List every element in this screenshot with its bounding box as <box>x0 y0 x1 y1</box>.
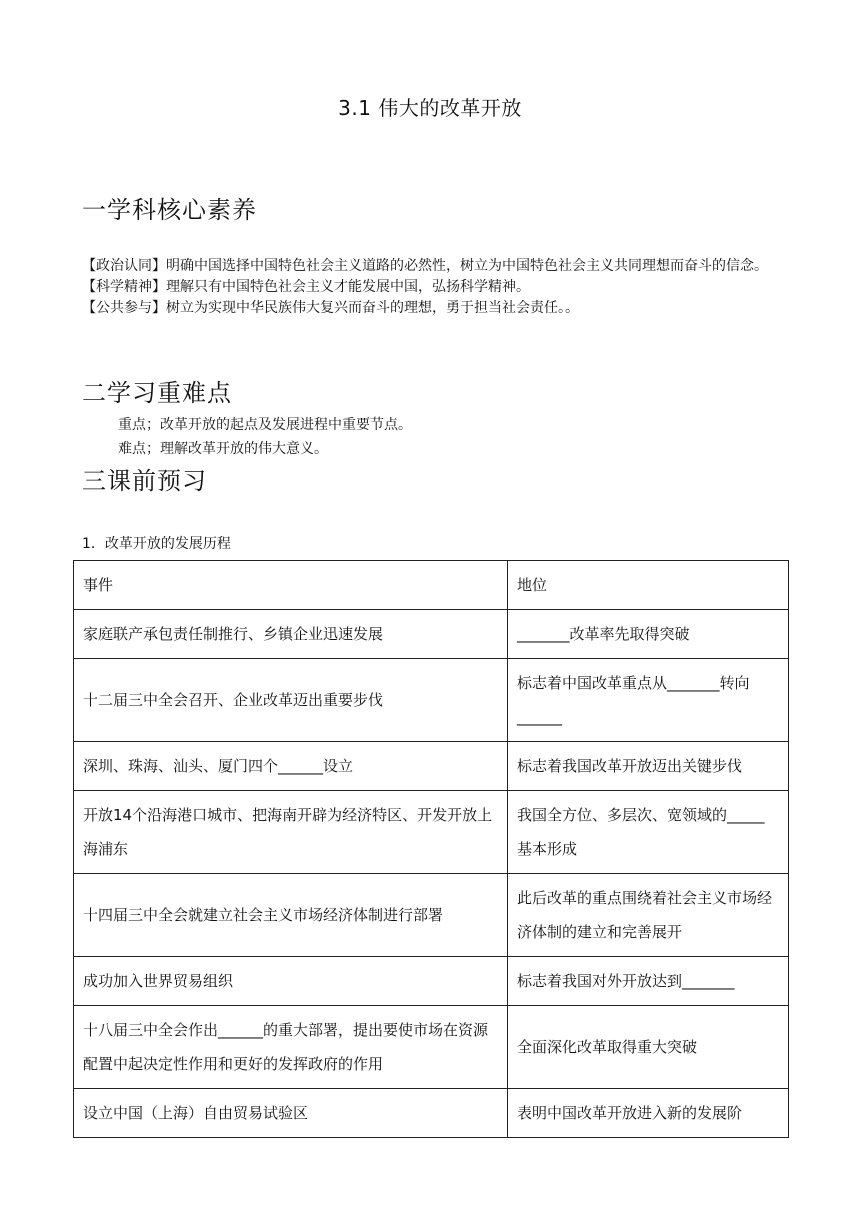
event-cell: 家庭联产承包责任制推行、乡镇企业迅速发展 <box>74 610 508 659</box>
event-cell: 成功加入世界贸易组织 <box>74 957 508 1006</box>
status-cell: 标志着中国改革重点从_______转向______ <box>508 659 789 742</box>
focus-difficulty: 难点；理解改革开放的伟大意义。 <box>118 441 328 457</box>
status-cell: 表明中国改革开放进入新的发展阶 <box>508 1089 789 1138</box>
event-cell: 十二届三中全会召开、企业改革迈出重要步伐 <box>74 659 508 742</box>
focus-list <box>118 413 412 461</box>
event-cell: 设立中国（上海）自由贸易试验区 <box>74 1089 508 1138</box>
table-row <box>74 742 789 791</box>
section-heading-preview: 三课前预习 <box>82 467 207 495</box>
status-cell: 标志着我国改革开放迈出关键步伐 <box>508 742 789 791</box>
header-status: 地位 <box>508 561 789 610</box>
literacy-item-science: 【科学精神】理解只有中国特色社会主义才能发展中国，弘扬科学精神。 <box>82 279 530 295</box>
status-cell: 全面深化改革取得重大突破 <box>508 1006 789 1089</box>
section-heading-core-literacy: 一学科核心素养 <box>82 196 257 224</box>
table-header-row <box>74 561 789 610</box>
header-event: 事件 <box>74 561 508 610</box>
status-cell: 我国全方位、多层次、宽领域的_____基本形成 <box>508 791 789 874</box>
table-row <box>74 957 789 1006</box>
table-row <box>74 1089 789 1138</box>
event-cell: 开放14个沿海港口城市、把海南开辟为经济特区、开发开放上海浦东 <box>74 791 508 874</box>
table-caption: 1．改革开放的发展历程 <box>82 536 231 552</box>
focus-key-point: 重点；改革开放的起点及发展进程中重要节点。 <box>118 417 412 433</box>
table-row <box>74 874 789 957</box>
status-cell: _______改革率先取得突破 <box>508 610 789 659</box>
core-literacy-list <box>82 256 792 319</box>
literacy-item-public: 【公共参与】树立为实现中华民族伟大复兴而奋斗的理想，勇于担当社会责任。。 <box>82 300 579 316</box>
reform-history-table <box>73 560 789 1138</box>
status-cell: 此后改革的重点围绕着社会主义市场经济体制的建立和完善展开 <box>508 874 789 957</box>
literacy-item-political: 【政治认同】明确中国选择中国特色社会主义道路的必然性，树立为中国特色社会主义共同理想而奋斗的信念。 <box>82 258 768 274</box>
event-cell: 深圳、珠海、汕头、厦门四个______设立 <box>74 742 508 791</box>
event-cell: 十八届三中全会作出______的重大部署，提出要使市场在资源配置中起决定性作用和更好的发挥政府的作用 <box>74 1006 508 1089</box>
table-row <box>74 610 789 659</box>
event-cell: 十四届三中全会就建立社会主义市场经济体制进行部署 <box>74 874 508 957</box>
section-heading-focus: 二学习重难点 <box>82 379 232 407</box>
table-row <box>74 659 789 742</box>
table-row <box>74 1006 789 1089</box>
table-row <box>74 791 789 874</box>
status-cell: 标志着我国对外开放达到_______ <box>508 957 789 1006</box>
document-title: 3.1 伟大的改革开放 <box>338 96 522 120</box>
